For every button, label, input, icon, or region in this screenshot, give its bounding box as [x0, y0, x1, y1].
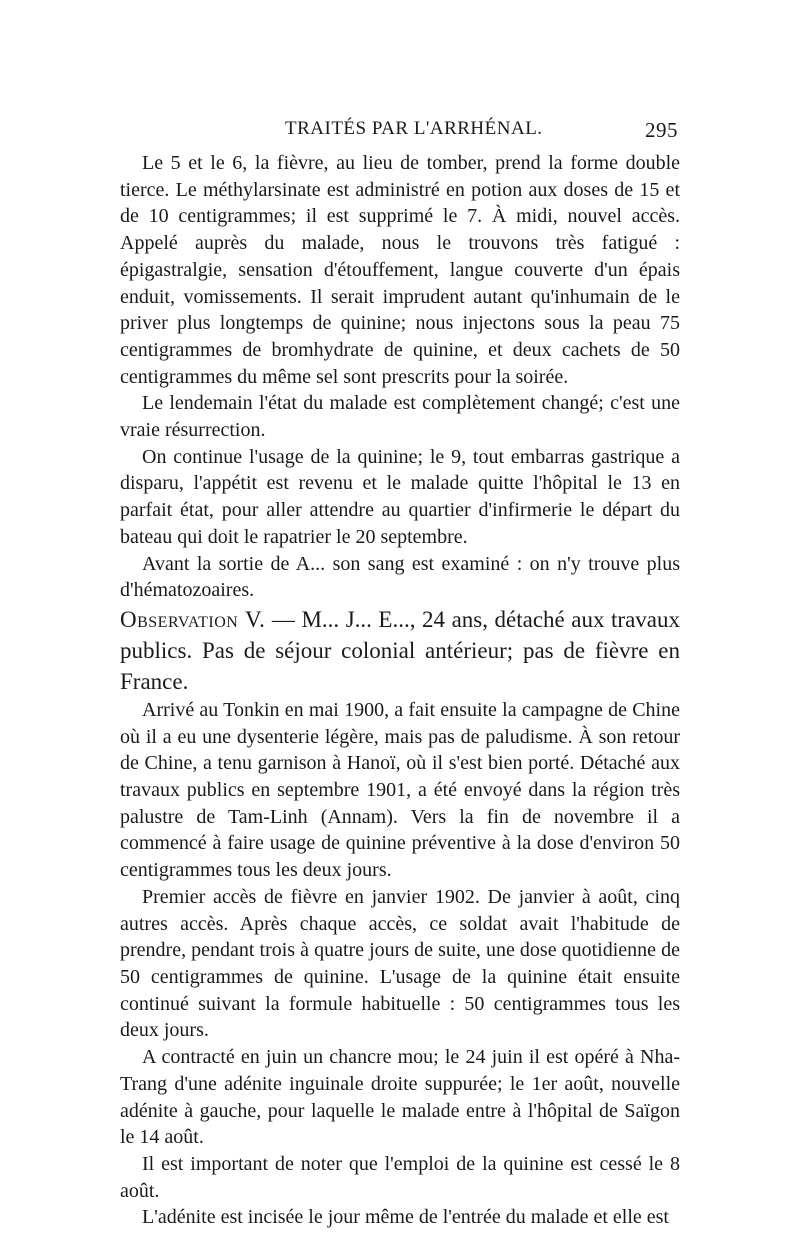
paragraph: Le lendemain l'état du malade est complètement changé; c'est une vraie résurrection. — [120, 392, 680, 442]
running-title: TRAITÉS PAR L'ARRHÉNAL. — [285, 118, 543, 139]
observation-label: Observation V. — [120, 606, 266, 632]
running-header — [120, 118, 678, 144]
paragraph: Avant la sortie de A... son sang est examiné : on n'y trouve plus d'hématozoaires. — [120, 552, 680, 602]
observation-heading — [120, 604, 680, 697]
body-text — [120, 150, 680, 1231]
paragraph: Arrivé au Tonkin en mai 1900, a fait ensuite la campagne de Chine où il a eu une dysenterie légère, mais pas de paludisme. À son retour de Chine, a tenu garnison à Hanoï, où il s'est bien porté. Détaché aux travaux publics en septembre 1901, a été envoyé dans la région très palustre de Tam-Linh (Annam). Vers la fin de novembre il a commencé à faire usage de quinine préventive à la dose d'environ 50 centigrammes tous les deux jours. — [120, 698, 680, 882]
paragraph: Il est important de noter que l'emploi de la quinine est cessé le 8 août. — [120, 1152, 680, 1202]
paragraph: A contracté en juin un chancre mou; le 24 juin il est opéré à Nha-Trang d'une adénite inguinale droite suppurée; le 1er août, nouvelle adénite à gauche, pour laquelle le malade entre à l'hôpital de Saïgon le 14 août. — [120, 1046, 680, 1149]
paragraph: Le 5 et le 6, la fièvre, au lieu de tomber, prend la forme double tierce. Le méthylarsinate est administré en potion aux doses de 15 et de 10 centigrammes; il est supprimé le 7. À midi, nouvel accès. Appelé auprès du malade, nous le trouvons très fatigué : épigastralgie, sensation d'étouffement, langue couverte d'un épais enduit, vomissements. Il serait imprudent autant qu'inhumain de le priver plus longtemps de quinine; nous injectons sous la peau 75 centigrammes de bromhydrate de quinine, et deux cachets de 50 centigrammes du même sel sont prescrits pour la soirée. — [120, 152, 680, 388]
paragraph: On continue l'usage de la quinine; le 9, tout embarras gastrique a disparu, l'appétit est revenu et le malade quitte l'hôpital le 13 en parfait état, pour aller attendre au quartier d'infirmerie le départ du bateau qui doit le rapatrier le 20 septembre. — [120, 445, 680, 548]
page-number: 295 — [645, 118, 678, 142]
observation-text: — M... J... E..., 24 ans, détaché aux travaux publics. Pas de séjour colonial antérieur; pas de fièvre en France. — [120, 606, 681, 694]
paragraph: Premier accès de fièvre en janvier 1902. De janvier à août, cinq autres accès. Après chaque accès, ce soldat avait l'habitude de prendre, pendant trois à quatre jours de suite, une dose quotidienne de 50 centigrammes de quinine. L'usage de la quinine était ensuite continué suivant la formule habituelle : 50 centigrammes tous les deux jours. — [120, 885, 680, 1042]
paragraph: L'adénite est incisée le jour même de l'entrée du malade et elle est — [142, 1206, 669, 1229]
